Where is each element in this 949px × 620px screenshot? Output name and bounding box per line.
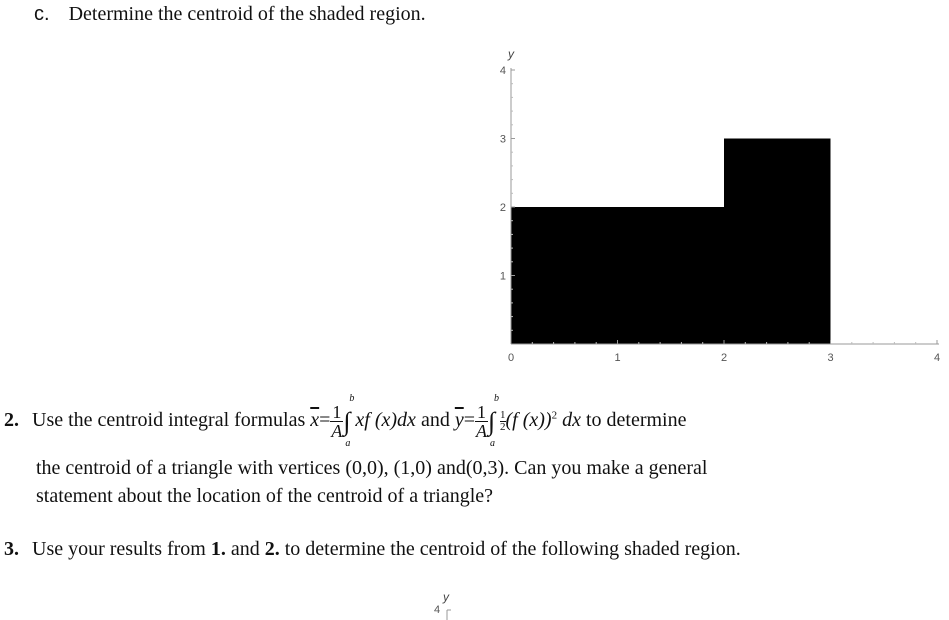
y-tick-label-2: 2 bbox=[499, 202, 506, 214]
x-tick-label-2: 2 bbox=[720, 352, 728, 364]
shaded-rect-1 bbox=[724, 139, 831, 345]
shaded-rect-0 bbox=[511, 207, 724, 344]
ybar-integral-sign: ∫ b a bbox=[488, 392, 499, 449]
xbar-integral-sign: ∫ b a bbox=[343, 392, 355, 449]
xbar-symbol: $\overline{x}$ bbox=[310, 409, 320, 432]
ybar-formula bbox=[454, 392, 586, 449]
x-tick-label-3: 3 bbox=[827, 352, 834, 364]
question-2-line-1 bbox=[4, 392, 687, 449]
question-3-pre: Use your results from bbox=[32, 538, 206, 560]
y-tick-label-4: 4 bbox=[499, 65, 506, 77]
xbar-frac-num: 1 bbox=[332, 402, 342, 422]
x-tick-label-1: 1 bbox=[614, 352, 621, 364]
ybar-frac-den: A bbox=[476, 421, 487, 441]
half-num: 1 bbox=[500, 409, 506, 421]
y-tick-label-1: 1 bbox=[499, 270, 506, 283]
question-3-ref-1: 1. bbox=[210, 538, 226, 560]
xbar-equals: = bbox=[319, 409, 331, 432]
question-2-line-2: the centroid of a triangle with vertices (0,0), (1,0) and(0,3). Can you make a general bbox=[36, 457, 708, 479]
chart2-y-axis-label: y bbox=[443, 590, 449, 604]
ybar-frac-num: 1 bbox=[477, 402, 486, 422]
xbar-integrand: xf (x)dx bbox=[355, 409, 416, 432]
xbar-fraction bbox=[330, 403, 343, 440]
y-tick-label-3: 3 bbox=[499, 133, 506, 146]
square-exponent: 2 bbox=[551, 409, 558, 422]
x-tick-label-4: 4 bbox=[933, 352, 941, 364]
question-2-number: 2. bbox=[4, 409, 19, 432]
part-c-text: Determine the centroid of the shaded region. bbox=[68, 3, 426, 25]
ybar-equals: = bbox=[463, 409, 475, 432]
ybar-symbol: $\overline{y}$ bbox=[454, 409, 464, 432]
question-2-tail: to determine bbox=[585, 409, 687, 432]
chart2-y-tick-4: 4 bbox=[434, 604, 441, 616]
ybar-integrand: (f (x)) bbox=[505, 409, 552, 432]
xbar-lower-limit: a bbox=[345, 437, 351, 449]
xbar-formula bbox=[310, 392, 421, 449]
question-3-number: 3. bbox=[4, 538, 19, 560]
xbar-frac-den: A bbox=[331, 421, 343, 441]
question-2-intro: Use the centroid integral formulas bbox=[32, 409, 306, 432]
y-axis-label: y bbox=[508, 47, 514, 61]
x-tick-label-0: 0 bbox=[507, 352, 515, 364]
ybar-lower-limit: a bbox=[490, 437, 495, 449]
xbar-upper-limit: b bbox=[349, 392, 355, 404]
question-3 bbox=[4, 538, 741, 561]
ybar-fraction bbox=[475, 403, 488, 440]
dx-term: dx bbox=[562, 409, 581, 432]
question-3-post: to determine the centroid of the following shaded region. bbox=[284, 538, 741, 560]
part-c-label: c. bbox=[34, 3, 50, 25]
and-word: and bbox=[420, 409, 450, 432]
question-3-ref-2: 2. bbox=[264, 538, 280, 560]
question-2-line-3: statement about the location of the centroid of a triangle? bbox=[36, 485, 494, 507]
half-den: 2 bbox=[500, 421, 506, 433]
ybar-upper-limit: b bbox=[494, 392, 499, 404]
question-3-mid: and bbox=[230, 538, 260, 560]
